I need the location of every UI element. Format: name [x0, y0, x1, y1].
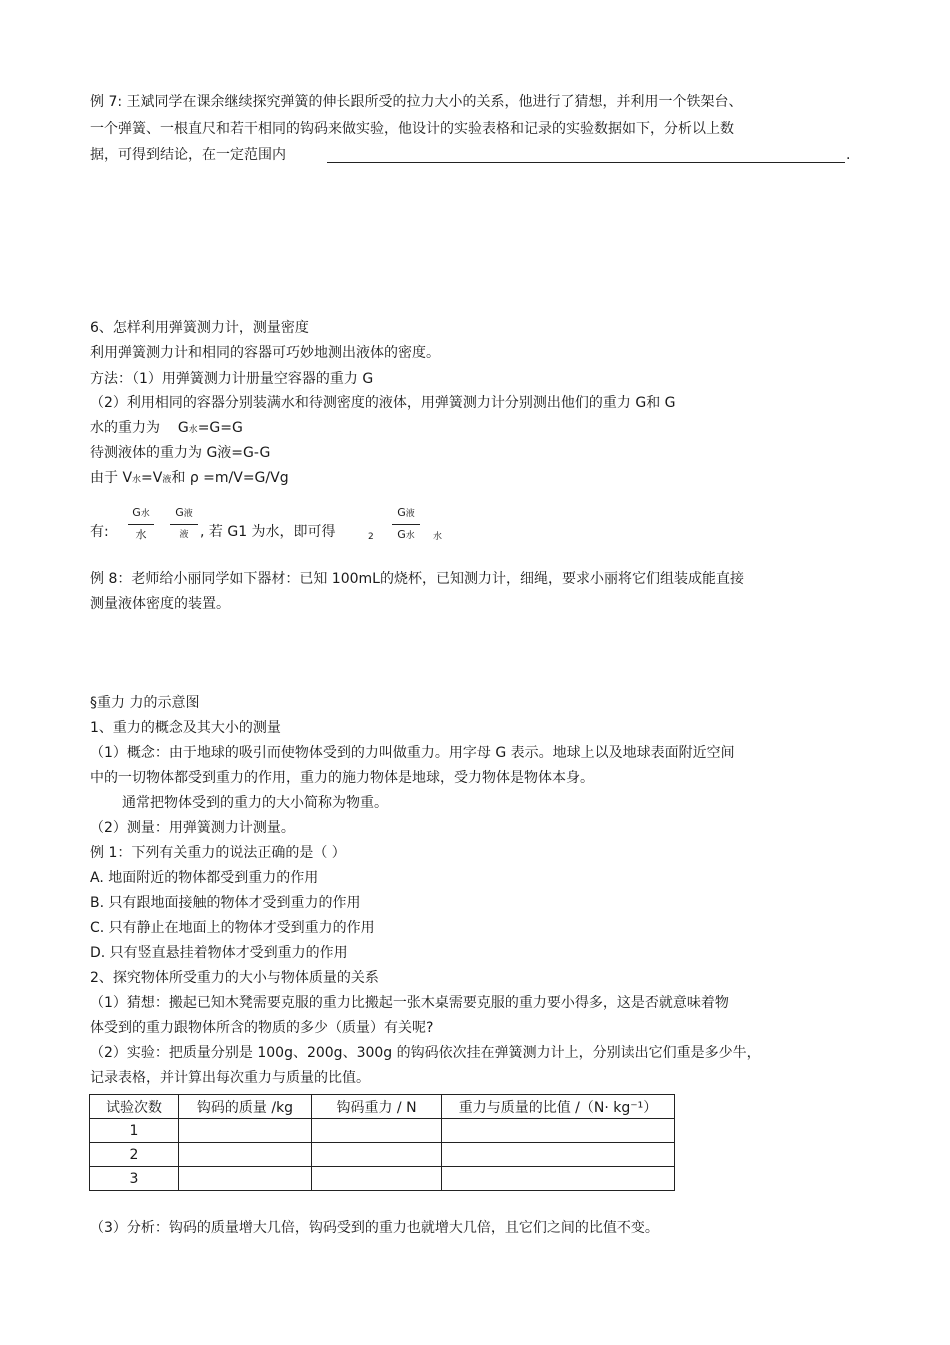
gravity-heading: §重力 力的示意图 [90, 695, 200, 711]
concept-line3: 通常把物体受到的重力的大小简称为物重。 [122, 795, 388, 811]
answer-blank [327, 162, 845, 163]
cell-mass [179, 1119, 312, 1143]
table-row [90, 1119, 675, 1143]
frac1-den: 水 [135, 528, 147, 541]
volume-pre: 由于 V [90, 470, 133, 486]
water-weight-line [90, 419, 243, 439]
frac1-num-sub: 水 [140, 509, 150, 519]
header-ratio: 重力与质量的比值 /（N· kg⁻¹） [442, 1095, 675, 1119]
cell-mass [179, 1167, 312, 1191]
header-trial: 试验次数 [90, 1095, 179, 1119]
cell-mass [179, 1143, 312, 1167]
fraction-water [128, 505, 154, 543]
frac3-num: G [397, 506, 406, 519]
ex7-line3: 据，可得到结论，在一定范围内 [90, 147, 286, 163]
volume-sub-liquid: 液 [162, 475, 172, 485]
table-header-row [90, 1095, 675, 1119]
ex7-line1: 例 7: 王斌同学在课余继续探究弹簧的伸长跟所受的拉力大小的关系，他进行了猜想，并利用一个铁架台、 [90, 94, 743, 110]
volume-sub-water: 水 [132, 475, 142, 485]
ex7-end: . [846, 147, 851, 163]
cell-weight [312, 1119, 442, 1143]
frac2-num-sub: 液 [183, 509, 193, 519]
water-weight-rest: =G=G [197, 420, 243, 436]
have-label: 有: [90, 524, 109, 540]
guess-line1: （1）猜想：搬起已知木凳需要克服的重力比搬起一张木桌需要克服的重力要小得多，这是否就意味着物 [90, 995, 729, 1011]
measure-line: （2）测量：用弹簧测力计测量。 [90, 820, 295, 836]
option-c: C. 只有静止在地面上的物体才受到重力的作用 [90, 920, 375, 936]
cell-trial: 2 [90, 1143, 179, 1167]
concept-line1: （1）概念：由于地球的吸引而使物体受到的力叫做重力。用字母 G 表示。地球上以及地球表面附近空间 [90, 745, 735, 761]
frac2-den: 液 [179, 530, 189, 540]
cell-weight [312, 1143, 442, 1167]
table-row [90, 1167, 675, 1191]
ex8-line2: 测量液体密度的装置。 [90, 596, 230, 612]
section6-title: 6、怎样利用弹簧测力计，测量密度 [90, 320, 309, 336]
cell-trial: 3 [90, 1167, 179, 1191]
frac3-den-sub: 水 [405, 531, 415, 541]
cell-ratio [442, 1143, 675, 1167]
cell-weight [312, 1167, 442, 1191]
cell-trial: 1 [90, 1119, 179, 1143]
frac3-den: G [397, 528, 406, 541]
experiment-line2: 记录表格，并计算出每次重力与质量的比值。 [90, 1070, 370, 1086]
liquid-weight-line: 待测液体的重力为 G液=G-G [90, 445, 271, 461]
frac2-num: G [175, 506, 184, 519]
cell-ratio [442, 1119, 675, 1143]
guess-line2: 体受到的重力跟物体所含的物质的多少（质量）有关呢? [90, 1020, 434, 1036]
frac3-num-sub: 液 [405, 509, 415, 519]
option-a: A. 地面附近的物体都受到重力的作用 [90, 870, 319, 886]
header-mass: 钩码的质量 /kg [179, 1095, 312, 1119]
ex8-line1: 例 8：老师给小丽同学如下器材：已知 100mL的烧杯，已知测力计，细绳，要求小丽将它们组装成能直接 [90, 571, 744, 587]
if-text: , 若 G1 为水，即可得 [200, 524, 336, 540]
volume-rest: 和 ρ =m/V=G/Vg [171, 470, 289, 486]
ex7-line2: 一个弹簧、一根直尺和若干相同的钩码来做实验，他设计的实验表格和记录的实验数据如下，分析以上数 [90, 121, 734, 137]
gravity-h1: 1、重力的概念及其大小的测量 [90, 720, 281, 736]
water-weight-g: G [177, 420, 189, 436]
frac1-num: G [132, 506, 141, 519]
water-weight-label: 水的重力为 [90, 420, 160, 436]
gravity-h2: 2、探究物体所受重力的大小与物体质量的关系 [90, 970, 379, 986]
option-d: D. 只有竖直悬挂着物体才受到重力的作用 [90, 945, 348, 961]
volume-line [90, 469, 289, 489]
ex1-question: 例 1：下列有关重力的说法正确的是（ ） [90, 845, 346, 861]
cell-ratio [442, 1167, 675, 1191]
gravity-mass-table [89, 1094, 675, 1191]
volume-mid: =V [141, 470, 163, 486]
method-step1: 方法：（1）用弹簧测力计册量空容器的重力 G [90, 371, 374, 387]
subscript-two: 2 [368, 532, 374, 542]
water-weight-sub: 水 [188, 425, 198, 435]
water-symbol: 水 [433, 532, 443, 542]
table-row [90, 1143, 675, 1167]
option-b: B. 只有跟地面接触的物体才受到重力的作用 [90, 895, 361, 911]
fraction-liquid [170, 505, 198, 543]
section6-intro: 利用弹簧测力计和相同的容器可巧妙地测出液体的密度。 [90, 345, 440, 361]
fraction-result [392, 505, 420, 544]
method-step2: （2）利用相同的容器分别装满水和待测密度的液体，用弹簧测力计分别测出他们的重力 G和 G [90, 395, 676, 411]
analysis-line: （3）分析：钩码的质量增大几倍，钩码受到的重力也就增大几倍，且它们之间的比值不变。 [90, 1220, 659, 1236]
experiment-line1: （2）实验：把质量分别是 100g、200g、300g 的钩码依次挂在弹簧测力计上，分别读出它们重是多少牛， [90, 1045, 761, 1061]
header-weight: 钩码重力 / N [312, 1095, 442, 1119]
concept-line2: 中的一切物体都受到重力的作用，重力的施力物体是地球，受力物体是物体本身。 [90, 770, 594, 786]
